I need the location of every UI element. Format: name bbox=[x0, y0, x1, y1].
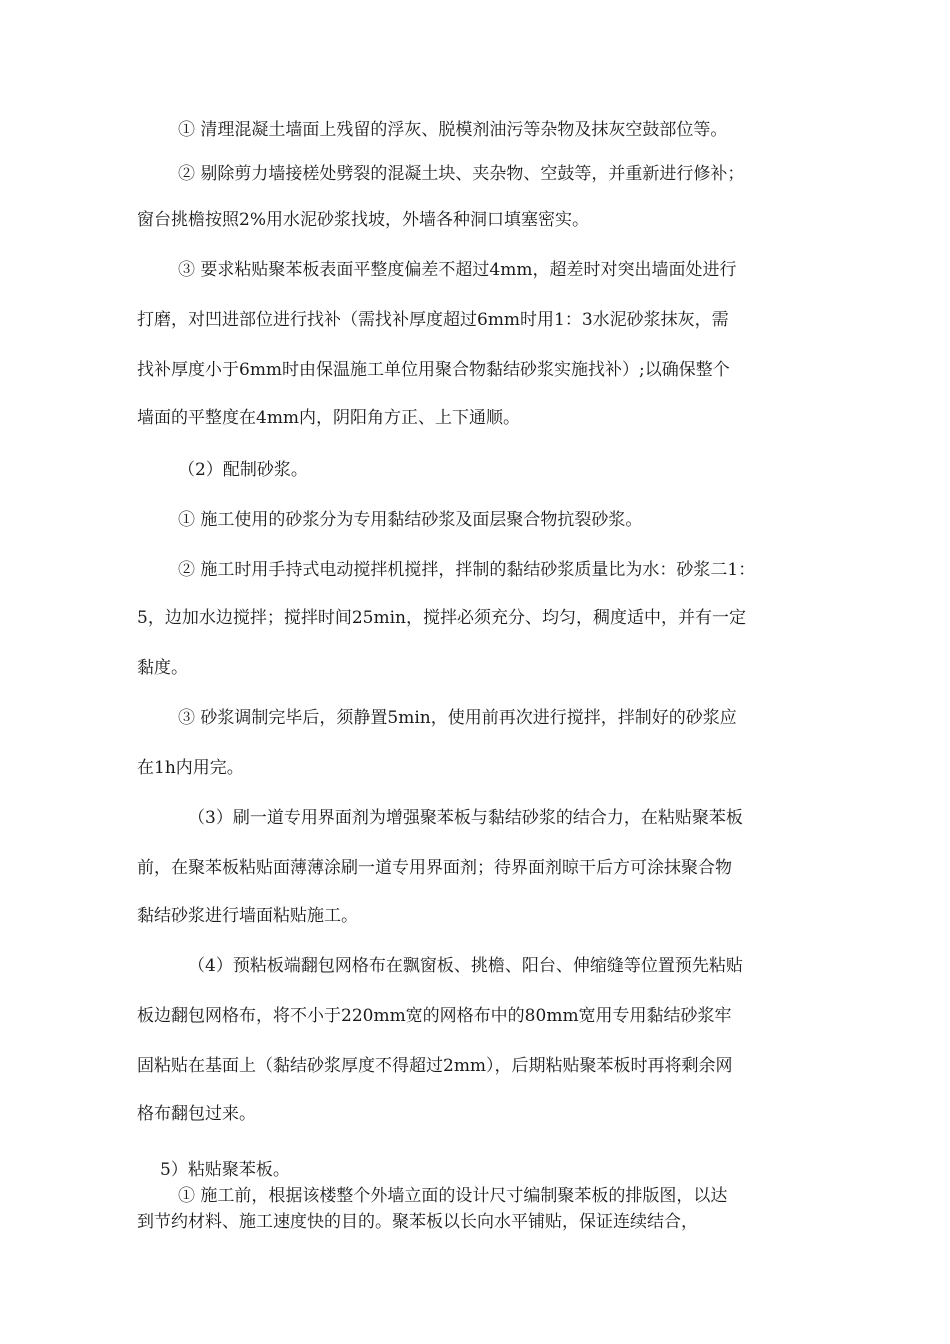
paragraph-line: ③ 砂浆调制完毕后，须静置5min，使用前再次进行搅拌，拌制好的砂浆应 bbox=[178, 708, 737, 728]
paragraph-line: 打磨，对凹进部位进行找补（需找补厚度超过6mm时用1：3水泥砂浆抹灰，需 bbox=[137, 310, 729, 330]
paragraph-line: ① 施工使用的砂浆分为专用黏结砂浆及面层聚合物抗裂砂浆。 bbox=[178, 510, 643, 530]
paragraph-line: 前，在聚苯板粘贴面薄薄涂刷一道专用界面剂；待界面剂晾干后方可涂抹聚合物 bbox=[137, 858, 732, 878]
paragraph-line: 找补厚度小于6mm时由保温施工单位用聚合物黏结砂浆实施找补）;以确保整个 bbox=[137, 360, 730, 380]
paragraph-line: ② 剔除剪力墙接槎处劈裂的混凝土块、夹杂物、空鼓等，并重新进行修补； bbox=[178, 164, 745, 184]
paragraph-line: 在1h内用完。 bbox=[137, 758, 244, 778]
paragraph-line: 固粘贴在基面上（黏结砂浆厚度不得超过2mm），后期粘贴聚苯板时再将剩余网 bbox=[137, 1056, 733, 1076]
section-heading: （2）配制砂浆。 bbox=[178, 460, 308, 480]
paragraph-line: 5，边加水边搅拌；搅拌时间25min，搅拌必须充分、均匀，稠度适中，并有一定 bbox=[137, 608, 746, 628]
section-heading: （4）预粘板端翻包网格布在飘窗板、挑檐、阳台、伸缩缝等位置预先粘贴 bbox=[188, 956, 743, 976]
paragraph-line: ① 施工前，根据该楼整个外墙立面的设计尺寸编制聚苯板的排版图，以达 bbox=[178, 1186, 728, 1206]
paragraph-line: 板边翻包网格布，将不小于220mm宽的网格布中的80mm宽用专用黏结砂浆牢 bbox=[137, 1006, 732, 1026]
paragraph-line: 黏度。 bbox=[137, 658, 188, 678]
paragraph-line: 窗台挑檐按照2%用水泥砂浆找坡，外墙各种洞口填塞密实。 bbox=[137, 210, 589, 230]
paragraph-line: ① 清理混凝土墙面上残留的浮灰、脱模剂油污等杂物及抹灰空鼓部位等。 bbox=[178, 120, 728, 140]
section-heading: 5）粘贴聚苯板。 bbox=[160, 1160, 290, 1180]
paragraph-line: 到节约材料、施工速度快的目的。聚苯板以长向水平铺贴，保证连续结合， bbox=[137, 1212, 698, 1232]
section-heading: （3）刷一道专用界面剂为增强聚苯板与黏结砂浆的结合力，在粘贴聚苯板 bbox=[188, 808, 743, 828]
paragraph-line: ② 施工时用手持式电动搅拌机搅拌，拌制的黏结砂浆质量比为水：砂浆二1： bbox=[178, 560, 756, 580]
paragraph-line: ③ 要求粘贴聚苯板表面平整度偏差不超过4mm，超差时对突出墙面处进行 bbox=[178, 260, 737, 280]
paragraph-line: 黏结砂浆进行墙面粘贴施工。 bbox=[137, 906, 358, 926]
paragraph-line: 墙面的平整度在4mm内，阴阳角方正、上下通顺。 bbox=[137, 408, 521, 428]
paragraph-line: 格布翻包过来。 bbox=[137, 1104, 256, 1124]
